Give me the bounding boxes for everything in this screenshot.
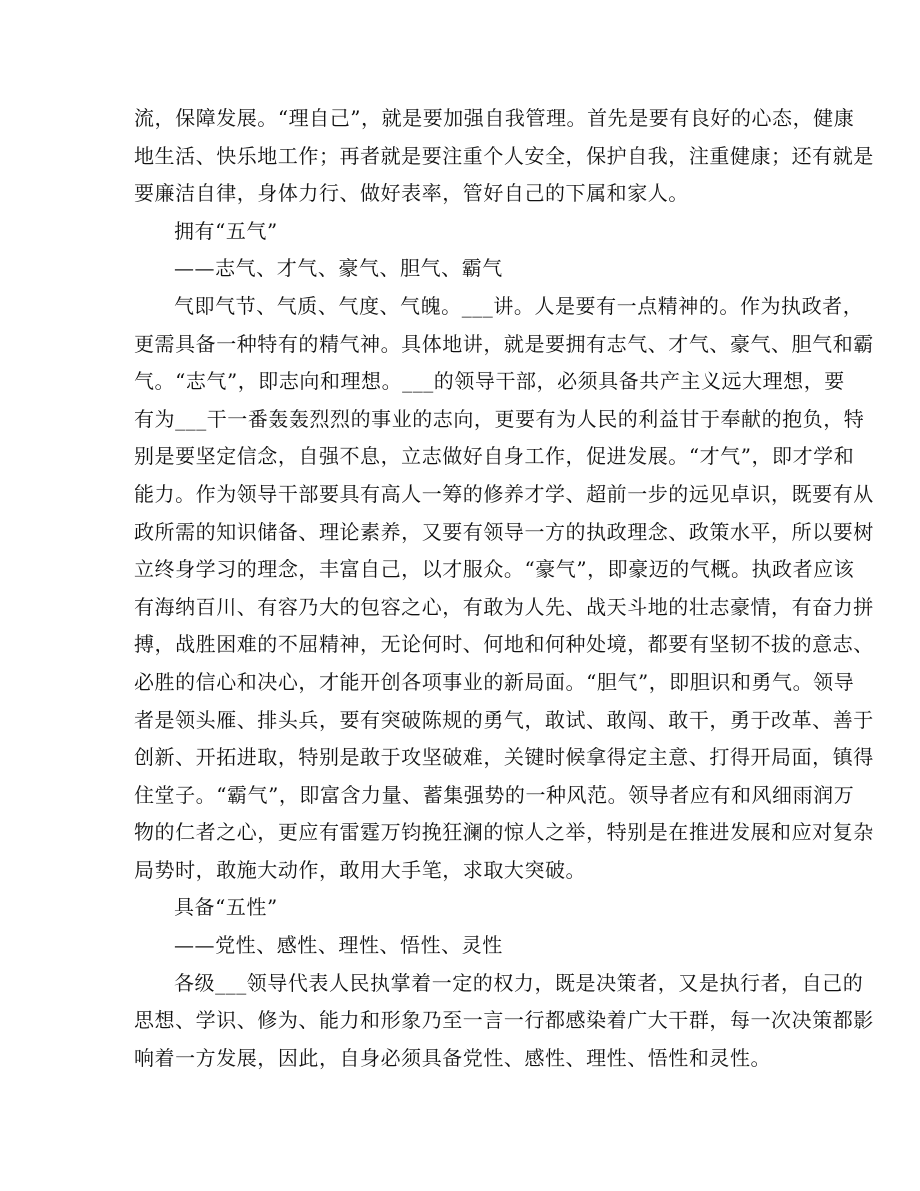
text-line: 者是领头雁、排头兵，要有突破陈规的勇气，敢试、敢闯、敢干，勇于改革、善于 <box>134 707 874 732</box>
text-line: 有为___干一番轰轰烈烈的事业的志向，更要有为人民的利益甘于奉献的抱负，特 <box>134 406 865 431</box>
text-line: 创新、开拓进取，特别是敢于攻坚破难，关键时候拿得定主意、打得开局面，镇得 <box>134 745 874 770</box>
section-heading-wuqi: 拥有“五气” <box>174 218 278 243</box>
text-line: 流，保障发展。“理自己”，就是要加强自我管理。首先是要有良好的心态，健康 <box>134 106 855 130</box>
paragraph-wuqi <box>134 288 874 890</box>
text-line: 有海纳百川、有容乃大的包容之心，有敢为人先、战天斗地的壮志豪情，有奋力拼 <box>134 594 874 619</box>
text-line: 气即气节、气质、气度、气魄。___讲。人是要有一点精神的。作为执政者， <box>174 293 864 318</box>
paragraph-self-management <box>134 100 874 213</box>
document-body <box>134 100 874 1077</box>
text-line: 要廉洁自律，身体力行、做好表率，管好自己的下属和家人。 <box>134 181 689 206</box>
text-line: 别是要坚定信念，自强不息，立志做好自身工作，促进发展。“才气”，即才学和 <box>134 444 855 469</box>
text-line: 响着一方发展，因此，自身必须具备党性、感性、理性、悟性和灵性。 <box>134 1045 772 1070</box>
text-line: 各级___领导代表人民执掌着一定的权力，既是决策者，又是执行者，自己的 <box>174 970 864 995</box>
text-line: 更需具备一种特有的精气神。具体地讲，就是要拥有志气、才气、豪气、胆气和霸 <box>134 331 874 356</box>
text-line: 搏，战胜困难的不屈精神，无论何时、何地和何种处境，都要有坚韧不拔的意志、 <box>134 632 874 657</box>
section-subheading-wuxing: ——党性、感性、理性、悟性、灵性 <box>174 933 503 958</box>
text-line: 政所需的知识储备、理论素养，又要有领导一方的执政理念、政策水平，所以要树 <box>134 519 874 544</box>
text-line: 局势时，敢施大动作，敢用大手笔，求取大突破。 <box>134 857 587 882</box>
text-line: 气。“志气”，即志向和理想。___的领导干部，必须具备共产主义远大理想，要 <box>134 369 845 394</box>
text-line: 立终身学习的理念，丰富自己，以才服众。“豪气”，即豪迈的气概。执政者应该 <box>134 557 855 582</box>
text-line: 住堂子。“霸气”，即富含力量、蓄集强势的一种风范。领导者应有和风细雨润万 <box>134 782 855 807</box>
section-subheading-wuqi: ——志气、才气、豪气、胆气、霸气 <box>174 256 503 281</box>
text-line: 能力。作为领导干部要具有高人一筹的修养才学、超前一步的远见卓识，既要有从 <box>134 481 874 506</box>
text-line: 地生活、快乐地工作；再者就是要注重个人安全，保护自我，注重健康；还有就是 <box>134 143 874 168</box>
text-line: 物的仁者之心，更应有雷霆万钧挽狂澜的惊人之举，特别是在推进发展和应对复杂 <box>134 820 874 845</box>
text-line: 必胜的信心和决心，才能开创各项事业的新局面。“胆气”，即胆识和勇气。领导 <box>134 669 855 694</box>
text-line: 思想、学识、修为、能力和形象乃至一言一行都感染着广大干群，每一次决策都影 <box>134 1008 874 1033</box>
section-heading-wuxing: 具备“五性” <box>174 895 278 920</box>
paragraph-wuxing <box>134 965 874 1078</box>
